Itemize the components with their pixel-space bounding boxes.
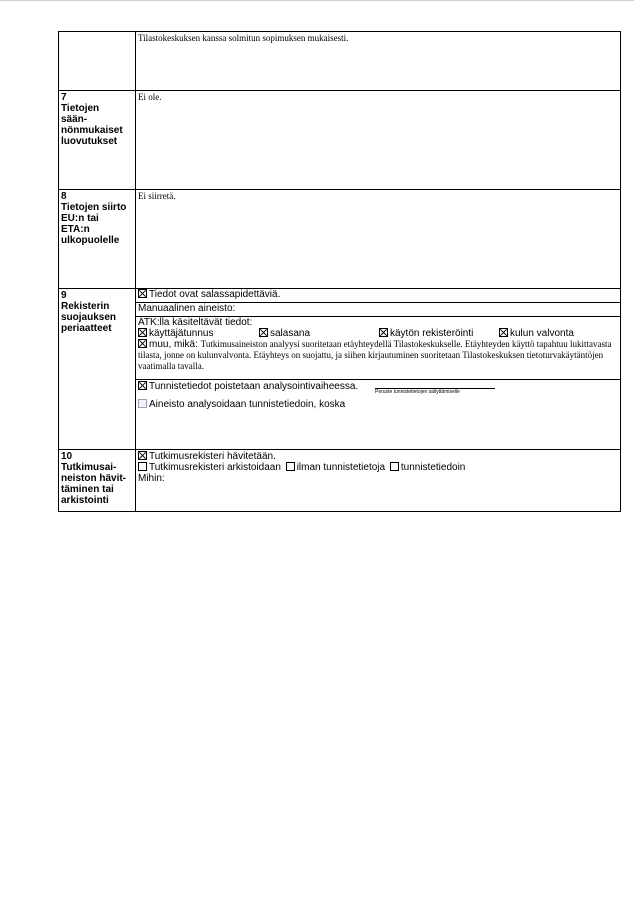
row-label-empty — [59, 32, 136, 91]
row-7 — [59, 91, 621, 190]
row-7-label — [59, 91, 136, 190]
row-value — [136, 32, 621, 91]
row-8-text: Ei siirretä. — [138, 191, 176, 201]
row-10-value — [136, 450, 621, 512]
register-form-table — [58, 31, 621, 512]
destroyed-label: Tutkimusrekisteri hävitetään. — [149, 451, 276, 462]
agreement-text: Tilastokeskuksen kanssa solmitun sopimuksen mukaisesti. — [138, 33, 349, 43]
row-9 — [59, 289, 621, 450]
row-7-title: Tietojen sään-nönmukaiset luovutukset — [61, 103, 123, 147]
row-7-text: Ei ole. — [138, 92, 162, 102]
page-top-border — [0, 0, 634, 1]
with-ids-label: tunnistetiedoin — [400, 462, 466, 473]
row-7-number: 7 — [61, 92, 67, 103]
archived-checkbox[interactable] — [138, 462, 147, 471]
atk-heading: ATK:lla käsiteltävät tiedot: — [138, 317, 253, 328]
confidential-line — [136, 289, 620, 303]
with-ids-checkbox[interactable] — [390, 462, 399, 471]
retention-reason-caption: Peruste tunnistetietojen säilyttämiselle — [375, 388, 495, 395]
row-8-label — [59, 190, 136, 289]
password-label: salasana — [270, 328, 311, 339]
analysed-with-ids-label: Aineisto analysoidaan tunnistetiedoin, koska — [149, 399, 346, 410]
atk-options — [138, 328, 618, 339]
other-measures — [138, 339, 618, 372]
analysed-with-ids-checkbox[interactable] — [138, 399, 147, 408]
archived-line — [138, 462, 618, 473]
row-10 — [59, 450, 621, 512]
row-8-value — [136, 190, 621, 289]
row-9-label — [59, 289, 136, 450]
option-usage-logging — [379, 328, 499, 339]
manual-line — [136, 303, 620, 317]
identifiers-removed-checkbox[interactable] — [138, 381, 147, 390]
row-agreement — [59, 32, 621, 91]
confidential-label: Tiedot ovat salassapidettäviä. — [149, 289, 281, 300]
confidential-checkbox[interactable] — [138, 289, 147, 298]
other-text: Tutkimusaineiston analyysi suoritetaan etäyhteydellä Tilastokeskukselle. Etäyhteyden käyttö tapahtuu lukittavasta tilasta, jonne on kulunvalvonta. Etäyhteys on suojattu, ja siihen kirjautuminen suoritetaan Tilastokeskuksen tietoturvakäytäntöjen vaatimalla tavalla. — [138, 339, 612, 371]
identifiers-removed-label: Tunnistetiedot poistetaan analysointivaiheessa. — [149, 381, 359, 392]
atk-section — [136, 317, 620, 380]
access-control-checkbox[interactable] — [499, 328, 508, 337]
without-ids-checkbox[interactable] — [286, 462, 295, 471]
analysed-with-ids-line — [138, 399, 618, 410]
other-checkbox[interactable] — [138, 339, 147, 348]
destroyed-line — [138, 451, 618, 462]
row-10-title: Tutkimusai-neiston hävit-täminen tai arkistointi — [61, 462, 127, 506]
other-label: muu, mikä: — [149, 339, 198, 350]
username-checkbox[interactable] — [138, 328, 147, 337]
row-7-value — [136, 91, 621, 190]
destroyed-checkbox[interactable] — [138, 451, 147, 460]
username-label: käyttäjätunnus — [149, 328, 214, 339]
option-username — [138, 328, 259, 339]
password-checkbox[interactable] — [259, 328, 268, 337]
row-8 — [59, 190, 621, 289]
row-10-number: 10 — [61, 451, 73, 462]
usage-logging-label: käytön rekisteröinti — [390, 328, 474, 339]
without-ids-label: ilman tunnistetietoja — [296, 462, 386, 473]
row-9-title: Rekisterin suojauksen periaatteet — [61, 301, 117, 334]
option-password — [259, 328, 379, 339]
row-8-number: 8 — [61, 191, 67, 202]
row-9-number: 9 — [61, 290, 67, 301]
access-control-label: kulun valvonta — [510, 328, 574, 339]
row-9-value — [136, 289, 621, 450]
option-access-control — [499, 328, 574, 339]
manual-label: Manuaalinen aineisto: — [138, 303, 236, 314]
archived-label: Tutkimusrekisteri arkistoidaan — [149, 462, 281, 473]
row-8-title: Tietojen siirto EU:n tai ETA:n ulkopuolelle — [61, 202, 127, 246]
row-10-label — [59, 450, 136, 512]
identifiers-section — [136, 380, 620, 449]
where-label: Mihin: — [138, 473, 165, 484]
usage-logging-checkbox[interactable] — [379, 328, 388, 337]
